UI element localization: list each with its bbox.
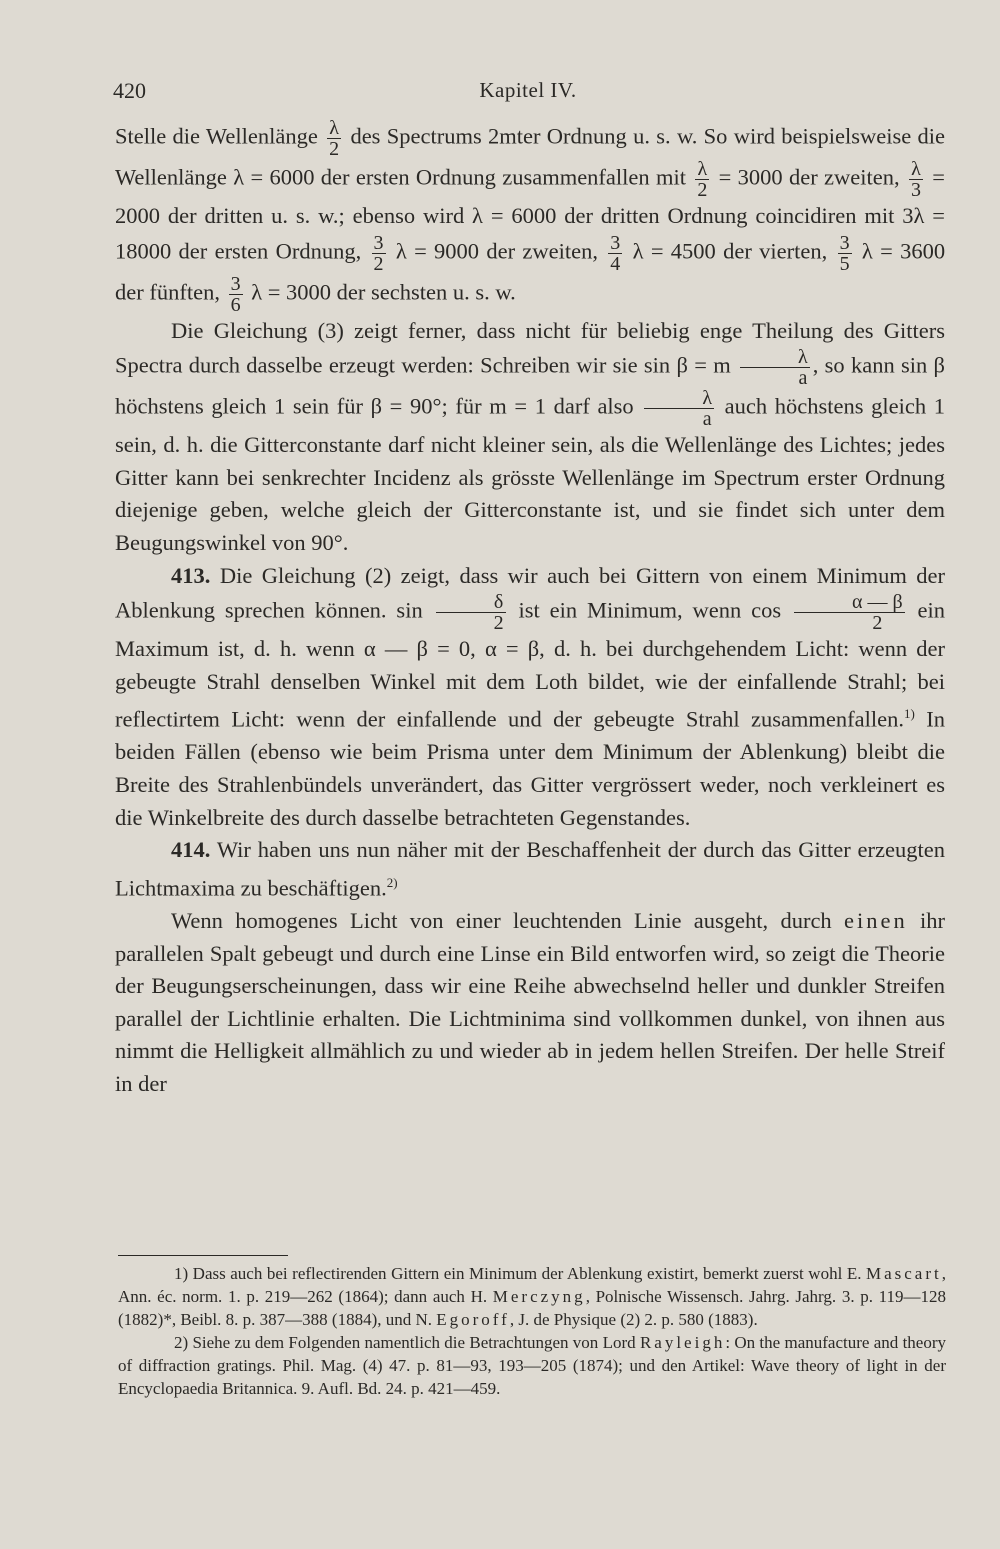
paragraph-grating-limit: Die Gleichung (3) zeigt ferner, dass nicht für beliebig enge Theilung des Gitters Spectra durch dasselbe erzeugt werden: Schreiben wir sie sin β = m $\frac{\lambda}{a}$ , so kann sin β höchstens gleich 1 sein für β = 90°; für m = 1 darf also $\frac{\lambda}{a}$ auch höchstens gleich 1 sein, d. h. die Gitterconstante darf nicht kleiner sein, als die Wellenlänge des Lichtes; jedes Gitter kann bei senkrechter Incidenz als grösste Wellenlänge im Spectrum erster Ordnung diejenige geben, welche gleich der Gitterconstante ist, und sie findet sich unter dem Beugungswinkel von 90°. [115, 317, 946, 555]
footnote-ref[interactable]: 2) [386, 874, 398, 890]
paragraph-wavelength-orders: Stelle die Wellenlänge $\frac{\lambda}{2}$ des Spectrums 2mter Ordnung u. s. w. So wird beispielsweise die Wellenlänge λ = 6000 der ersten Ordnung zusammenfallen mit $\frac{\lambda}{2}$ = 3000 der zweiten, $\frac{\lambda}{3}$ = 2000 der dritten u. s. w.; ebenso wird λ = 6000 der dritten Ordnung coincidiren mit 3λ = 18000 der ersten Ordnung, $\frac{3}{2}$ λ = 9000 der zweiten, $\frac{3}{4}$ λ = 4500 der vierten, $\frac{3}{5}$ λ = 3600 der fünften, $\frac{3}{6}$ λ = 3000 der sechsten u. s. w. [115, 117, 946, 316]
footnotes [118, 1262, 946, 1400]
fraction-delta-over-2: $\frac{\delta}{2}$ [436, 592, 506, 633]
fraction-3-over-4: $\frac{3}{4}$ [610, 231, 621, 275]
section-414: 414. Wir haben uns nun näher mit der Beschaffenheit der durch das Gitter erzeugten Lichtmaxima zu beschäftigen.$^{2)}$ [115, 837, 945, 901]
fraction-3-over-2: $\frac{3}{2}$ [373, 231, 384, 275]
fraction-lambda-over-a: $\frac{\lambda}{a}$ [740, 347, 810, 388]
fraction-3-over-6: $\frac{3}{6}$ [230, 272, 241, 316]
footnote-divider [118, 1255, 288, 1256]
fraction-3-over-5: $\frac{3}{5}$ [839, 231, 850, 275]
section-number: 414. [171, 837, 211, 863]
main-text [115, 118, 945, 1100]
fraction-lambda-over-3: $\frac{\lambda}{3}$ [910, 158, 921, 201]
fraction-lambda-over-2: $\frac{\lambda}{2}$ [697, 158, 708, 201]
section-413: 413. Die Gleichung (2) zeigt, dass wir auch bei Gittern von einem Minimum der Ablenkung sprechen können. sin $\frac{\delta}{2}$ ist ein Minimum, wenn cos $\frac{\alpha — \beta}{2}$ ein Maximum ist, d. h. wenn α — β = 0, α = β, d. h. bei durchgehendem Licht: wenn der gebeugte Strahl denselben Winkel mit dem Loth bildet, wie der einfallende Strahl; bei reflectirtem Licht: wenn der einfallende und der gebeugte Strahl zusammenfallen.$^{1)}$ In beiden Fällen (ebenso wie beim Prisma unter dem Minimum der Ablenkung) bleibt die Breite des Strahlenbündels unverändert, das Gitter vergrössert weder, noch verkleinert es die Winkelbreite des durch dasselbe betrachteten Gegenstandes. [115, 562, 946, 830]
footnote-2: 2) Siehe zu dem Folgenden namentlich die Betrachtungen von Lord Rayleigh: On the manufacture and theory of diffraction gratings. Phil. Mag. (4) 47. p. 81—93, 193—205 (1874); und den Artikel: Wave theory of light in der Encyclopaedia Britannica. 9. Aufl. Bd. 24. p. 421—459. [118, 1333, 946, 1398]
fraction-lambda-over-a: $\frac{\lambda}{a}$ [644, 388, 714, 429]
fraction-alpha-minus-beta-over-2: $\frac{\alpha — \beta}{2}$ [794, 592, 905, 633]
running-title: Kapitel IV. [479, 78, 577, 102]
footnote-ref[interactable]: 1) [904, 706, 915, 722]
page-number: 420 [113, 78, 146, 103]
footnote-1: 1) Dass auch bei reflectirenden Gittern ein Minimum der Ablenkung existirt, bemerkt zuerst wohl E. Mascart, Ann. éc. norm. 1. p. 219—262 (1864); dann auch H. Merczyng, Polnische Wissensch. Jahrg. Jahrg. 3. p. 119—128 (1882)*, Beibl. 8. p. 387—388 (1884), und N. Egoroff, J. de Physique (2) 2. p. 580 (1883). [118, 1264, 946, 1329]
page-header [113, 78, 943, 112]
section-number: 413. [171, 562, 211, 588]
fraction-lambda-over-2: $\frac{\lambda}{2}$ [329, 117, 340, 160]
paragraph-diffraction-pattern: Wenn homogenes Licht von einer leuchtenden Linie ausgeht, durch einen ihr parallelen Spalt gebeugt und durch eine Linse ein Bild entworfen wird, so zeigt die Theorie der Beugungserscheinungen, dass wir eine Reihe abwechselnd heller und dunkler Streifen parallel der Lichtlinie erhalten. Die Lichtminima sind vollkommen dunkel, von ihnen aus nimmt die Helligkeit allmählich zu und wieder ab in jedem hellen Streifen. Der helle Streif in der [115, 907, 946, 1096]
